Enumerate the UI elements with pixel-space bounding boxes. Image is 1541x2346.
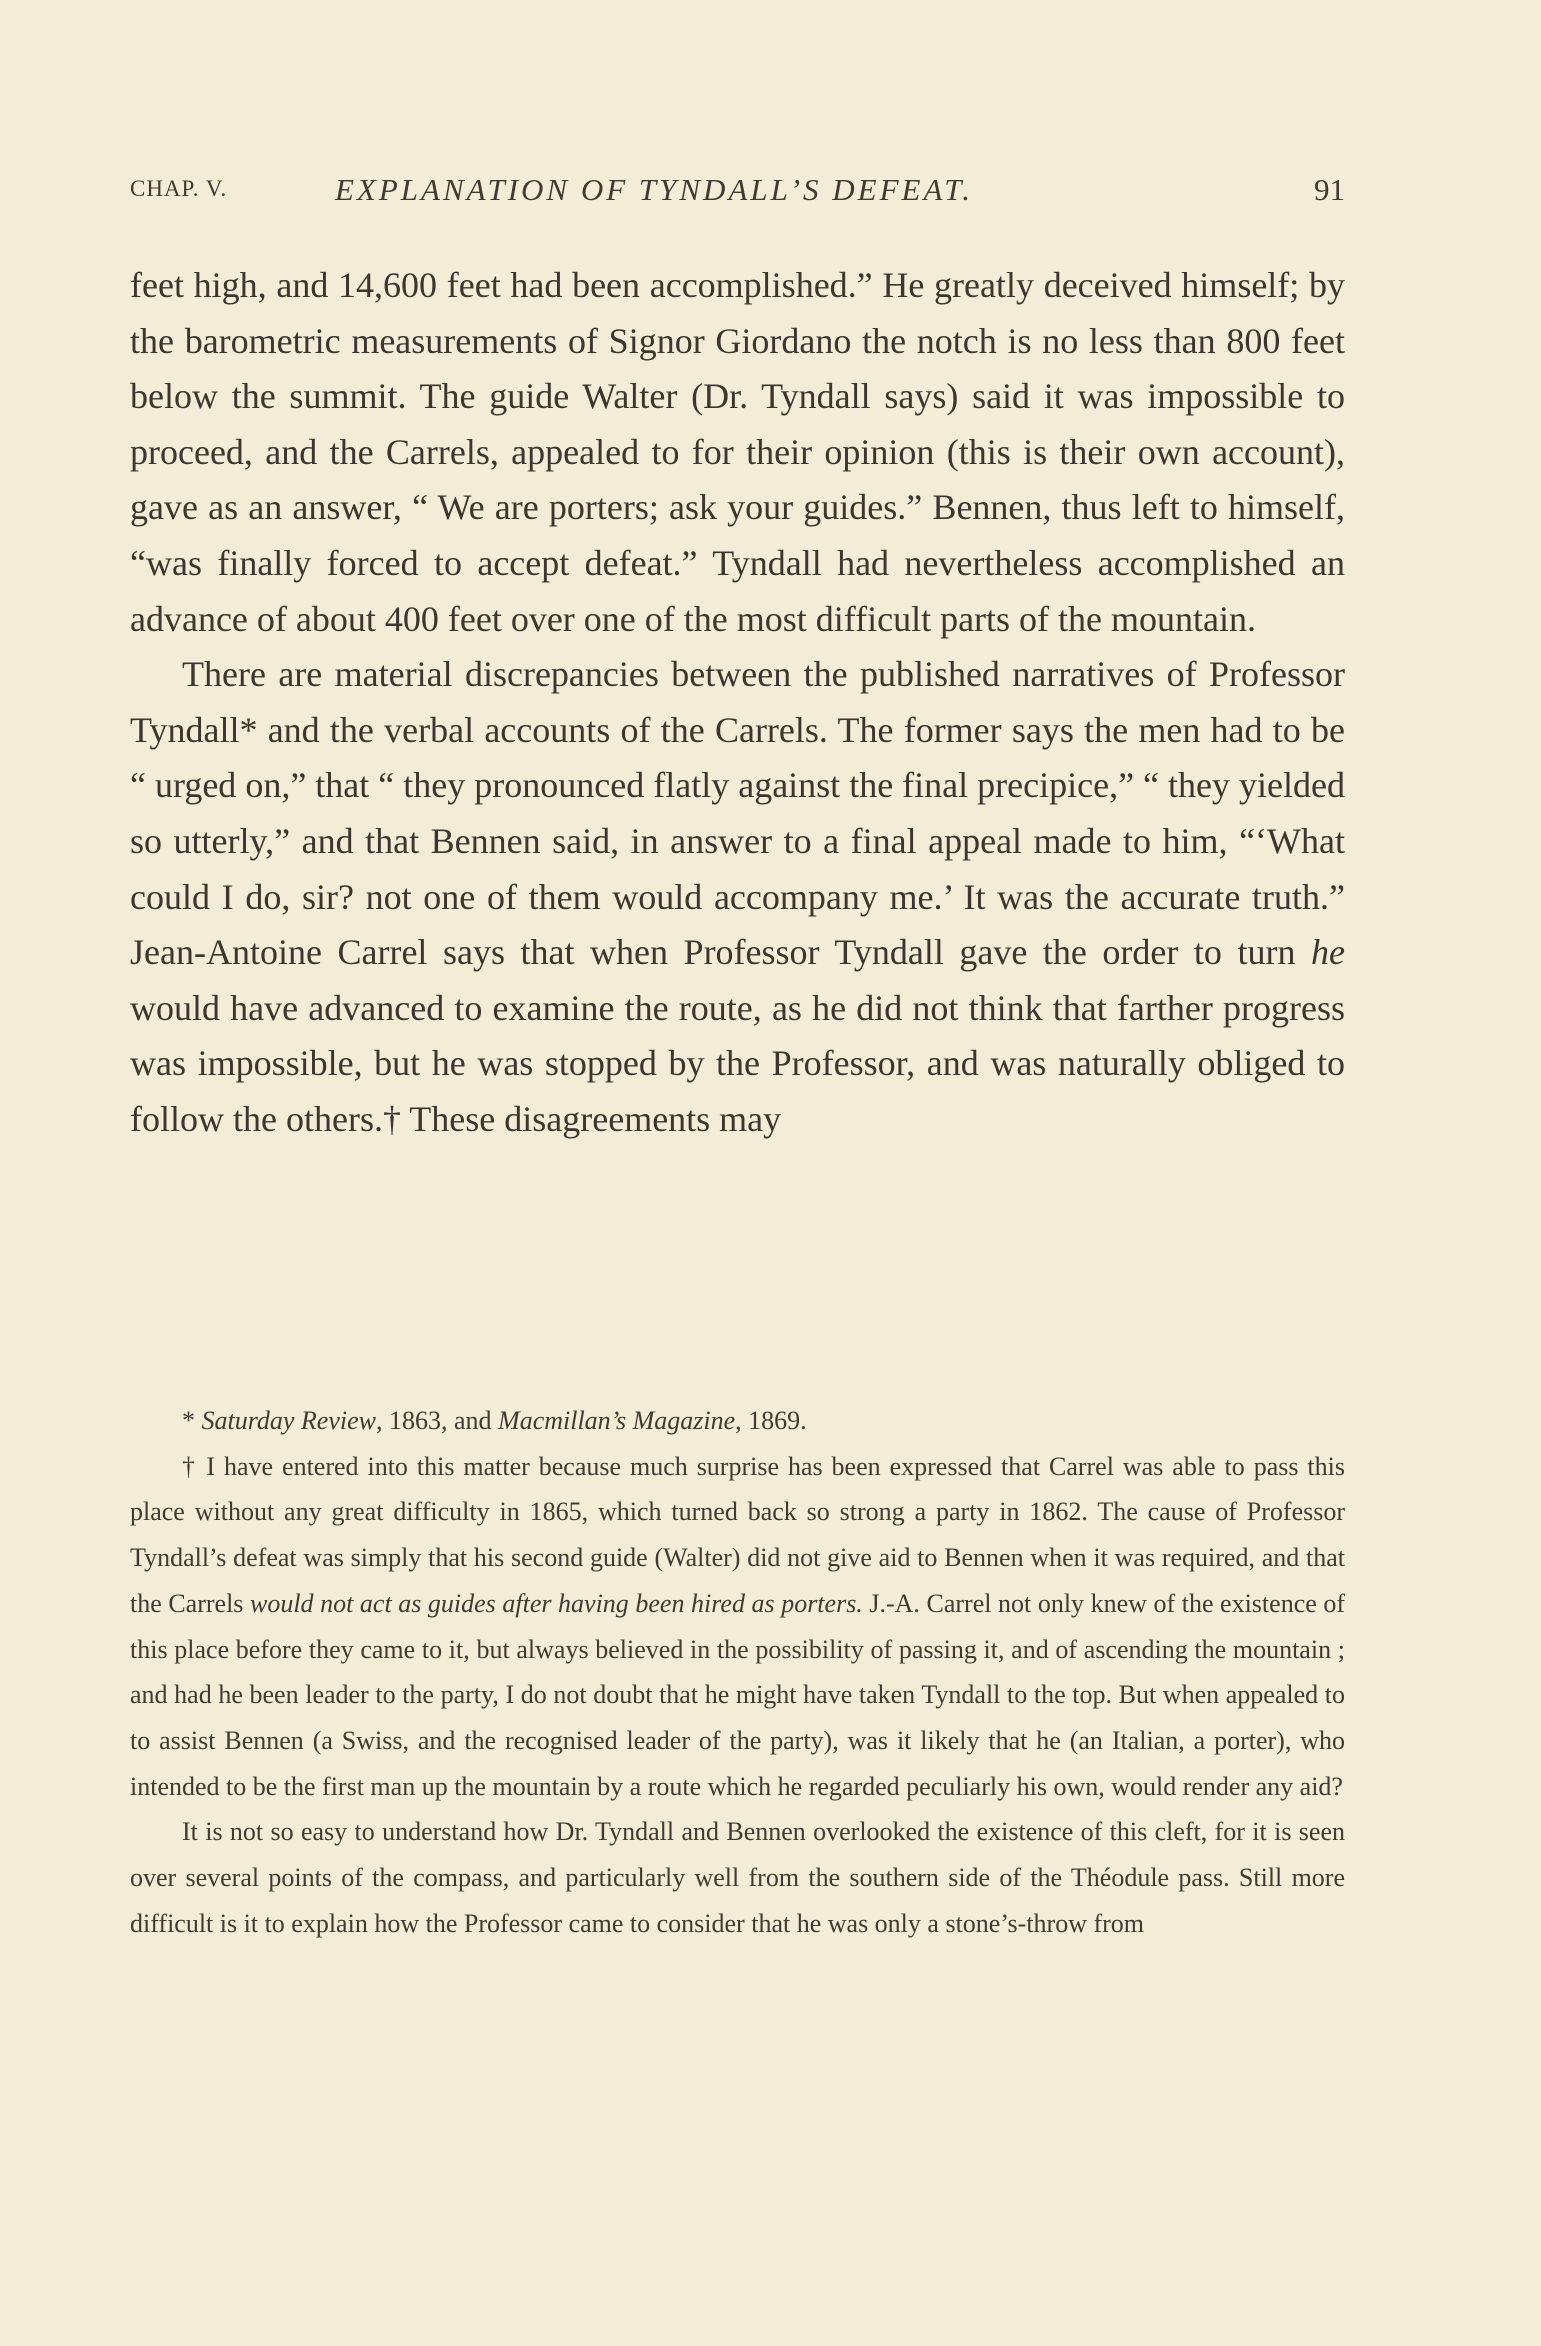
footnote-3: It is not so easy to understand how Dr. Tyndall and Bennen overlooked the existence of this cleft, for it is seen over several points of the compass, and particularly well from the southern side of the Théodule pass. Still more difficult is it to explain how the Professor came to consider that he was only a stone’s-throw from xyxy=(130,1817,1345,1938)
footnote-1-text-2: , 1869. xyxy=(735,1406,807,1435)
paragraph-2-emphasis: he xyxy=(1311,932,1345,973)
footnote-2-emphasis: would not act as guides after having been hired as porters. xyxy=(249,1588,863,1618)
chapter-label: CHAP. V. xyxy=(130,176,228,201)
footnote-1-mark: * xyxy=(182,1406,202,1435)
paragraph-2-part-b: would have advanced to examine the route, as he did not think that farther progress was impossible, but he was stopped by the Professor, and was naturally obliged to follow the others.† These disagreements may xyxy=(130,987,1345,1139)
footnote-1-source-2: Macmillan’s Magazine xyxy=(498,1406,736,1435)
paragraph-1: feet high, and 14,600 feet had been accomplished.” He greatly deceived himself; by the barometric measurements of Signor Giordano the notch is no less than 800 feet below the summit. The guide Walter (Dr. Tyndall says) said it was impossible to proceed, and the Carrels, appealed to for their opinion (this is their own account), gave as an answer, “ We are porters; ask your guides.” Bennen, thus left to himself, “was finally forced to accept defeat.” Tyndall had nevertheless accomplished an advance of about 400 feet over one of the most difficult parts of the mountain. xyxy=(130,265,1345,639)
paragraph-2 xyxy=(130,647,1345,1147)
footnote-1 xyxy=(130,1398,1345,1444)
footnotes xyxy=(130,1398,1345,1946)
running-header xyxy=(130,172,1345,212)
main-text xyxy=(130,258,1345,1148)
footnote-1-text-1: , 1863, and xyxy=(375,1406,499,1435)
running-title: EXPLANATION OF TYNDALL’S DEFEAT. xyxy=(335,172,973,207)
page-number: 91 xyxy=(1314,172,1345,207)
paragraph-2-part-a: There are material discrepancies between the published narratives of Professor Tyndall* and the verbal accounts of the Carrels. The former says the men had to be “ urged on,” that “ they pronounced flatly against the final precipice,” “ they yielded so utterly,” and that Bennen said, in answer to a final appeal made to him, “‘What could I do, sir? not one of them would accompany me.’ It was the accurate truth.” Jean-Antoine Carrel says that when Professor Tyndall gave the order to turn xyxy=(130,654,1345,973)
footnote-2 xyxy=(130,1444,1345,1810)
footnote-2-part-b: J.-A. Carrel not only knew of the existence of this place before they came to it, but always believed in the possibility of passing it, and of ascending the mountain ; and had he been leader to the party, I do not doubt that he might have taken Tyndall to the top. But when appealed to to assist Bennen (a Swiss, and the recognised leader of the party), was it likely that he (an Italian, a porter), who intended to be the first man up the mountain by a route which he regarded peculiarly his own, would render any aid? xyxy=(130,1588,1345,1801)
footnote-2-part-a: † I have entered into this matter because much surprise has been expressed that Carrel was able to pass this place without any great difficulty in 1865, which turned back so strong a party in 1862. The cause of Professor Tyndall’s defeat was simply that his second guide (Walter) did not give aid to Bennen when it was required, and that the Carrels xyxy=(130,1451,1345,1618)
footnote-1-source-1: Saturday Review xyxy=(201,1406,376,1435)
